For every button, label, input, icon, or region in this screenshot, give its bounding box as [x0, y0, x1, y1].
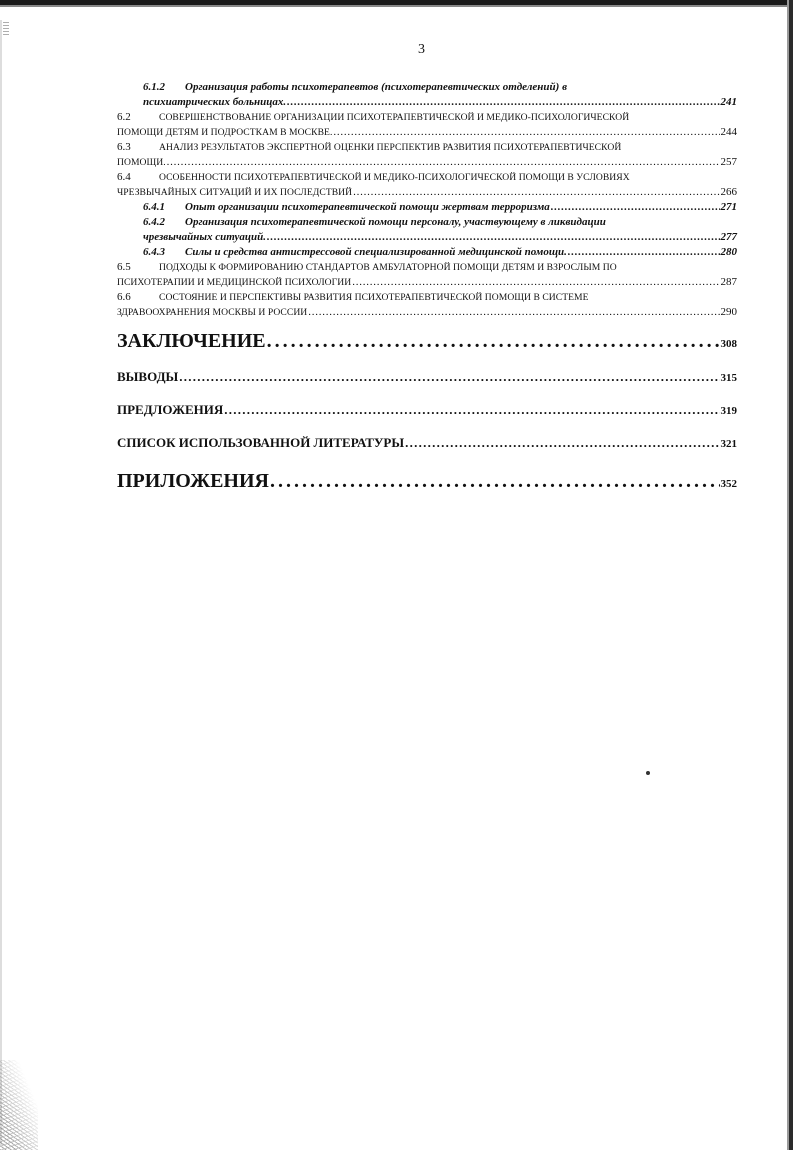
toc-title-cont: психиатрических больницах.	[143, 96, 287, 108]
toc-page: 266	[720, 186, 737, 198]
leader-dots	[179, 368, 719, 386]
toc-title: СОВЕРШЕНСТВОВАНИЕ ОРГАНИЗАЦИИ ПСИХОТЕРАПЕВТИЧЕСКОЙ И МЕДИКО-ПСИХОЛОГИЧЕСКОЙ	[159, 112, 630, 123]
toc-page: 244	[720, 126, 737, 138]
scan-border-left	[0, 20, 2, 1145]
toc-title-cont: чрезвычайных ситуаций.	[143, 231, 266, 243]
toc-entry-6-3[interactable]	[117, 140, 737, 170]
toc-title: Организация психотерапевтической помощи персоналу, участвующему в ликвидации	[185, 216, 606, 228]
toc-page: 280	[720, 246, 737, 258]
leader-dots	[568, 245, 720, 260]
toc-entry-findings[interactable]	[117, 368, 737, 387]
scan-corner-noise	[0, 1060, 38, 1150]
toc-number: 6.4	[117, 171, 131, 183]
leader-dots	[551, 200, 720, 215]
toc-number: 6.4.2	[143, 216, 165, 228]
toc-page: 277	[720, 231, 737, 243]
toc-title-cont: ПОМОЩИ ДЕТЯМ И ПОДРОСТКАМ В МОСКВЕ.	[117, 127, 333, 138]
section-page: 321	[720, 438, 737, 450]
toc-entry-6-4-3[interactable]	[143, 245, 737, 260]
toc-entry-6-5[interactable]	[117, 260, 737, 290]
leader-dots	[405, 434, 719, 452]
leader-dots	[267, 230, 720, 245]
toc-title: Силы и средства антистрессовой специализированной медицинской помощи.	[185, 246, 567, 258]
toc-page: 241	[720, 96, 737, 108]
leader-dots	[267, 328, 720, 354]
toc-number: 6.6	[117, 291, 131, 303]
leader-dots	[333, 125, 719, 140]
toc-number: 6.4.1	[143, 201, 165, 213]
toc-title: Опыт организации психотерапевтической помощи жертвам терроризма	[185, 201, 550, 213]
scan-border-right-shade	[787, 0, 789, 1150]
leader-dots	[352, 275, 719, 290]
scan-border-right	[789, 0, 793, 1150]
toc-page: 287	[720, 276, 737, 288]
leader-dots	[224, 401, 719, 419]
page-number: 3	[418, 42, 425, 57]
toc-title: СОСТОЯНИЕ И ПЕРСПЕКТИВЫ РАЗВИТИЯ ПСИХОТЕРАПЕВТИЧЕСКОЙ ПОМОЩИ В СИСТЕМЕ	[159, 292, 589, 303]
scan-border-top-shade	[0, 5, 793, 7]
section-page: 352	[720, 478, 737, 490]
toc-entry-appendices[interactable]	[117, 468, 737, 497]
leader-dots	[287, 95, 719, 110]
toc-number: 6.4.3	[143, 246, 165, 258]
section-title: ПРЕДЛОЖЕНИЯ	[117, 402, 224, 417]
toc-page: 271	[720, 201, 737, 213]
section-title: ЗАКЛЮЧЕНИЕ	[117, 330, 266, 352]
toc-entry-6-1-2[interactable]	[143, 80, 737, 110]
toc-entry-proposals[interactable]	[117, 401, 737, 420]
toc-title: Организация работы психотерапевтов (психотерапевтических отделений) в	[185, 81, 567, 93]
scan-artifact-mark	[3, 22, 9, 36]
toc-title: ПОДХОДЫ К ФОРМИРОВАНИЮ СТАНДАРТОВ АМБУЛАТОРНОЙ ПОМОЩИ ДЕТЯМ И ВЗРОСЛЫМ ПО	[159, 262, 617, 273]
toc-entry-references[interactable]	[117, 434, 737, 453]
table-of-contents	[117, 80, 737, 497]
scan-dust-spot	[646, 771, 650, 775]
toc-title-cont: ЧРЕЗВЫЧАЙНЫХ СИТУАЦИЙ И ИХ ПОСЛЕДСТВИЙ	[117, 187, 353, 198]
toc-entry-6-4[interactable]	[117, 170, 737, 200]
section-page: 319	[720, 405, 737, 417]
section-page: 308	[720, 338, 737, 350]
leader-dots	[308, 305, 719, 320]
leader-dots	[353, 185, 719, 200]
toc-entry-6-4-1[interactable]	[143, 200, 737, 215]
toc-title-cont: ЗДРАВООХРАНЕНИЯ МОСКВЫ И РОССИИ	[117, 307, 308, 318]
toc-number: 6.2	[117, 111, 131, 123]
toc-page: 257	[720, 156, 737, 168]
toc-title: АНАЛИЗ РЕЗУЛЬТАТОВ ЭКСПЕРТНОЙ ОЦЕНКИ ПЕРСПЕКТИВ РАЗВИТИЯ ПСИХОТЕРАПЕВТИЧЕСКОЙ	[159, 142, 622, 153]
toc-entry-6-6[interactable]	[117, 290, 737, 320]
toc-title-cont: ПОМОЩИ.	[117, 157, 166, 168]
toc-number: 6.3	[117, 141, 131, 153]
toc-title-cont: ПСИХОТЕРАПИИ И МЕДИЦИНСКОЙ ПСИХОЛОГИИ	[117, 277, 352, 288]
section-title: ПРИЛОЖЕНИЯ	[117, 470, 269, 492]
toc-entry-conclusion[interactable]	[117, 328, 737, 357]
section-title: СПИСОК ИСПОЛЬЗОВАННОЙ ЛИТЕРАТУРЫ	[117, 435, 405, 450]
section-title: ВЫВОДЫ	[117, 369, 179, 384]
leader-dots	[167, 155, 720, 170]
section-page: 315	[720, 372, 737, 384]
toc-number: 6.1.2	[143, 81, 165, 93]
toc-page: 290	[720, 306, 737, 318]
toc-title: ОСОБЕННОСТИ ПСИХОТЕРАПЕВТИЧЕСКОЙ И МЕДИКО-ПСИХОЛОГИЧЕСКОЙ ПОМОЩИ В УСЛОВИЯХ	[159, 172, 630, 183]
toc-entry-6-2[interactable]	[117, 110, 737, 140]
toc-number: 6.5	[117, 261, 131, 273]
toc-entry-6-4-2[interactable]	[143, 215, 737, 245]
leader-dots	[270, 468, 720, 494]
